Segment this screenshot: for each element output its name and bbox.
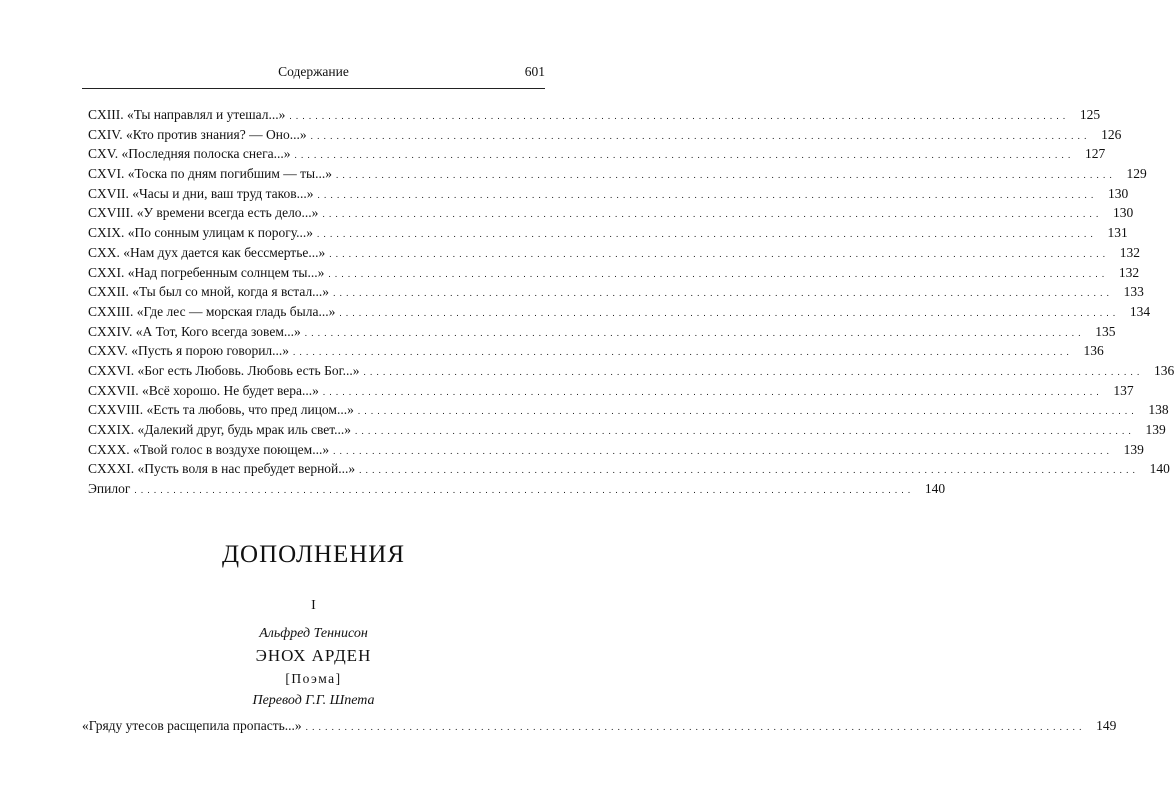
toc-entry-number: CXXIV. [88,323,133,339]
toc-entry-title: «Пусть воля в нас пребудет верной...» [137,461,356,477]
dot-leader: . . . . . . . . . . . . . . . . . . . . . . . . . . . . . . . . . . . . . . . . . . . . . . . . . . . . . . . . . . . . . . . . . . . . . . . . . . . . . . . . . . . . . . . . . . . . . . . . . . . . . . . . . . . . . . . . . . . . . . . . [304,327,1082,338]
author-name: Альфред Теннисон [259,626,368,641]
table-of-contents [88,107,1174,501]
toc-entry-number: CXXVIII. [88,402,144,418]
toc-entry-page: 136 [1083,343,1104,359]
toc-entry-page: 134 [1129,303,1151,319]
dot-leader: . . . . . . . . . . . . . . . . . . . . . . . . . . . . . . . . . . . . . . . . . . . . . . . . . . . . . . . . . . . . . . . . . . . . . . . . . . . . . . . . . . . . . . . . . . . . . . . . . . . . . . . . . . . . . . . . . . . . . . . . [333,288,1110,299]
work-title: ЭНОХ АРДЕН [255,646,372,665]
toc-entry-page: 137 [1113,382,1134,398]
toc-entry-title: «Нам дух дается как бессмертье...» [123,244,326,260]
toc-entry-title: «У времени всегда есть дело...» [136,205,319,221]
toc-entry-page: 149 [1096,718,1117,733]
toc-entry-number: CXXVII. [88,382,139,398]
toc-entry-page: 125 [1079,107,1101,122]
toc-entry [88,264,1140,285]
toc-entry-number: CXX. [88,244,120,260]
toc-entry-number: CXXXI. [88,461,135,477]
toc-entry [88,146,1106,166]
toc-entry-title: «Твой голос в воздухе поющем...» [133,441,330,457]
dot-leader: . . . . . . . . . . . . . . . . . . . . . . . . . . . . . . . . . . . . . . . . . . . . . . . . . . . . . . . . . . . . . . . . . . . . . . . . . . . . . . . . . . . . . . . . . . . . . . . . . . . . . . . . . . . . . . . . . . . . . . . . [317,189,1095,200]
toc-entry [88,126,1122,147]
toc-entry-title: «Где лес — морская гладь была...» [136,303,336,319]
toc-entry-page: 140 [1149,461,1170,477]
toc-entry [88,166,1147,186]
toc-entry-number: CXVIII. [88,205,134,221]
toc-entry-page: 136 [1153,362,1174,378]
toc-entry-number: CXVII. [88,185,129,201]
toc-entry [88,362,1174,383]
toc-entry-title: «Кто против знания? — Оно...» [126,126,307,142]
toc-entry-page: 127 [1084,146,1106,162]
toc-entry [88,185,1129,206]
toc-entry-title: «По сонным улицам к порогу...» [127,225,314,241]
toc-entry-title: «А Тот, Кого всегда зовем...» [135,323,301,339]
toc-entry-number: CXXI. [88,264,125,280]
toc-entry-number: CXXVI. [88,362,135,378]
toc-entry-page: 126 [1101,126,1122,142]
toc-entry [82,718,1117,738]
toc-entry-number: CXIV. [88,126,123,142]
toc-entry-page: 139 [1123,441,1144,457]
section-number: I [311,598,316,613]
toc-entry-page: 139 [1145,422,1166,437]
dot-leader: . . . . . . . . . . . . . . . . . . . . . . . . . . . . . . . . . . . . . . . . . . . . . . . . . . . . . . . . . . . . . . . . . . . . . . . . . . . . . . . . . . . . . . . . . . . . . . . . . . . . . . . . . . . . . . . . . . . . . . . . [293,347,1070,358]
toc-entry-title: «Ты был со мной, когда я встал...» [132,284,330,300]
toc-entry-title: «Есть та любовь, что пред лицом...» [146,402,354,418]
dot-leader: . . . . . . . . . . . . . . . . . . . . . . . . . . . . . . . . . . . . . . . . . . . . . . . . . . . . . . . . . . . . . . . . . . . . . . . . . . . . . . . . . . . . . . . . . . . . . . . . . . . . . . . . . . . . . . . . . . . . . . . . [359,465,1136,476]
toc-entry [88,323,1116,344]
toc-entry-number: CXIX. [88,225,125,241]
toc-entry-title: «Часы и дни, ваш труд таков...» [132,185,314,201]
toc-entry [88,244,1140,265]
running-head-title: Содержание [278,64,349,79]
toc-entry-number: CXXV. [88,343,128,359]
toc-entry-page: 135 [1095,323,1116,339]
toc-entry [88,107,1101,127]
dot-leader: . . . . . . . . . . . . . . . . . . . . . . . . . . . . . . . . . . . . . . . . . . . . . . . . . . . . . . . . . . . . . . . . . . . . . . . . . . . . . . . . . . . . . . . . . . . . . . . . . . . . . . . . . . . . . . . . . . . . . . . . [333,445,1110,456]
work-genre: [Поэма] [285,671,342,686]
toc-entry-page: 132 [1119,244,1140,260]
dot-leader: . . . . . . . . . . . . . . . . . . . . . . . . . . . . . . . . . . . . . . . . . . . . . . . . . . . . . . . . . . . . . . . . . . . . . . . . . . . . . . . . . . . . . . . . . . . . . . . . . . . . . . . . . . . . . . . . . . . . . . . . [322,209,1100,220]
dot-leader: . . . . . . . . . . . . . . . . . . . . . . . . . . . . . . . . . . . . . . . . . . . . . . . . . . . . . . . . . . . . . . . . . . . . . . . . . . . . . . . . . . . . . . . . . . . . . . . . . . . . . . . . . . . . . . . . . . . . . . . . [329,248,1106,259]
toc-entry-title: Эпилог [88,481,131,497]
toc-entry-number: CXXIII. [88,303,134,319]
toc-entry-title: «Гряду утесов расщепила пропасть...» [82,718,302,733]
header-rule [82,88,545,89]
toc-entry-number: CXXIX. [88,422,135,437]
toc-entry [88,382,1134,403]
toc-entry-number: CXXII. [88,284,129,300]
dot-leader: . . . . . . . . . . . . . . . . . . . . . . . . . . . . . . . . . . . . . . . . . . . . . . . . . . . . . . . . . . . . . . . . . . . . . . . . . . . . . . . . . . . . . . . . . . . . . . . . . . . . . . . . . . . . . . . . . . . . . . . . [335,170,1113,181]
dot-leader: . . . . . . . . . . . . . . . . . . . . . . . . . . . . . . . . . . . . . . . . . . . . . . . . . . . . . . . . . . . . . . . . . . . . . . . . . . . . . . . . . . . . . . . . . . . . . . . . . . . . . . . . . . . . . . . . . . . . . . . . [357,406,1135,417]
running-head [82,64,545,84]
toc-entry [88,441,1144,462]
dot-leader: . . . . . . . . . . . . . . . . . . . . . . . . . . . . . . . . . . . . . . . . . . . . . . . . . . . . . . . . . . . . . . . . . . . . . . . . . . . . . . . . . . . . . . . . . . . . . . . . . . . . . . . . . . . . . . . . . . . . . . . . [134,485,912,496]
dot-leader: . . . . . . . . . . . . . . . . . . . . . . . . . . . . . . . . . . . . . . . . . . . . . . . . . . . . . . . . . . . . . . . . . . . . . . . . . . . . . . . . . . . . . . . . . . . . . . . . . . . . . . . . . . . . . . . . . . . . . . . . [294,150,1072,161]
dot-leader: . . . . . . . . . . . . . . . . . . . . . . . . . . . . . . . . . . . . . . . . . . . . . . . . . . . . . . . . . . . . . . . . . . . . . . . . . . . . . . . . . . . . . . . . . . . . . . . . . . . . . . . . . . . . . . . . . . . . . . . . [339,307,1117,318]
toc-entry-page: 130 [1112,205,1134,221]
toc-entry-number: CXV. [88,146,119,162]
dot-leader: . . . . . . . . . . . . . . . . . . . . . . . . . . . . . . . . . . . . . . . . . . . . . . . . . . . . . . . . . . . . . . . . . . . . . . . . . . . . . . . . . . . . . . . . . . . . . . . . . . . . . . . . . . . . . . . . . . . . . . . . [310,130,1088,141]
toc-entry-title: «Бог есть Любовь. Любовь есть Бог...» [137,362,360,378]
section-heading: ДОПОЛНЕНИЯ [221,541,406,568]
toc-entry-page: 140 [924,481,946,497]
toc-entry-page: 129 [1126,166,1147,182]
toc-entry-number: CXVI. [88,166,125,182]
toc-entry-title: «Над погребенным солнцем ты...» [127,264,325,280]
page-number: 601 [524,64,545,79]
toc-entry [88,481,946,501]
toc-entry [88,402,1169,422]
toc-entry-title: «Всё хорошо. Не будет вера...» [142,382,319,398]
toc-entry [88,422,1166,442]
toc-entry-number: CXIII. [88,107,124,122]
dot-leader: . . . . . . . . . . . . . . . . . . . . . . . . . . . . . . . . . . . . . . . . . . . . . . . . . . . . . . . . . . . . . . . . . . . . . . . . . . . . . . . . . . . . . . . . . . . . . . . . . . . . . . . . . . . . . . . . . . . . . . . . [317,229,1094,240]
toc-entry-title: «Далекий друг, будь мрак иль свет...» [137,422,352,437]
dot-leader: . . . . . . . . . . . . . . . . . . . . . . . . . . . . . . . . . . . . . . . . . . . . . . . . . . . . . . . . . . . . . . . . . . . . . . . . . . . . . . . . . . . . . . . . . . . . . . . . . . . . . . . . . . . . . . . . . . . . . . . . [322,386,1100,397]
toc-entry [88,205,1134,225]
toc-entry-title: «Ты направлял и утешал...» [127,107,286,122]
toc-entry-page: 130 [1108,185,1129,201]
toc-entry [88,343,1104,363]
toc-entry-title: «Последняя полоска снега...» [121,146,291,162]
toc-entry [88,284,1144,304]
toc-entry-page: 138 [1148,402,1169,418]
dot-leader: . . . . . . . . . . . . . . . . . . . . . . . . . . . . . . . . . . . . . . . . . . . . . . . . . . . . . . . . . . . . . . . . . . . . . . . . . . . . . . . . . . . . . . . . . . . . . . . . . . . . . . . . . . . . . . . . . . . . . . . . [355,426,1132,436]
toc-entry-number: CXXX. [88,441,130,457]
toc-entry-title: «Тоска по дням погибшим — ты...» [127,166,332,182]
toc-entry [88,303,1151,324]
toc-entry [88,461,1170,481]
toc-entry-page: 132 [1118,264,1140,280]
dot-leader: . . . . . . . . . . . . . . . . . . . . . . . . . . . . . . . . . . . . . . . . . . . . . . . . . . . . . . . . . . . . . . . . . . . . . . . . . . . . . . . . . . . . . . . . . . . . . . . . . . . . . . . . . . . . . . . . . . . . . . . . [289,111,1067,121]
dot-leader: . . . . . . . . . . . . . . . . . . . . . . . . . . . . . . . . . . . . . . . . . . . . . . . . . . . . . . . . . . . . . . . . . . . . . . . . . . . . . . . . . . . . . . . . . . . . . . . . . . . . . . . . . . . . . . . . . . . . . . . . [328,268,1106,279]
toc-entry [88,225,1128,245]
toc-entry-title: «Пусть я порою говорил...» [131,343,290,359]
toc-entry-page: 131 [1107,225,1128,241]
supplement-contents [82,718,1117,738]
dot-leader: . . . . . . . . . . . . . . . . . . . . . . . . . . . . . . . . . . . . . . . . . . . . . . . . . . . . . . . . . . . . . . . . . . . . . . . . . . . . . . . . . . . . . . . . . . . . . . . . . . . . . . . . . . . . . . . . . . . . . . . . [363,366,1141,377]
toc-entry-page: 133 [1123,284,1144,300]
translator-credit: Перевод Г.Г. Шпета [252,693,375,708]
dot-leader: . . . . . . . . . . . . . . . . . . . . . . . . . . . . . . . . . . . . . . . . . . . . . . . . . . . . . . . . . . . . . . . . . . . . . . . . . . . . . . . . . . . . . . . . . . . . . . . . . . . . . . . . . . . . . . . . . . . . . . . . [305,722,1083,732]
